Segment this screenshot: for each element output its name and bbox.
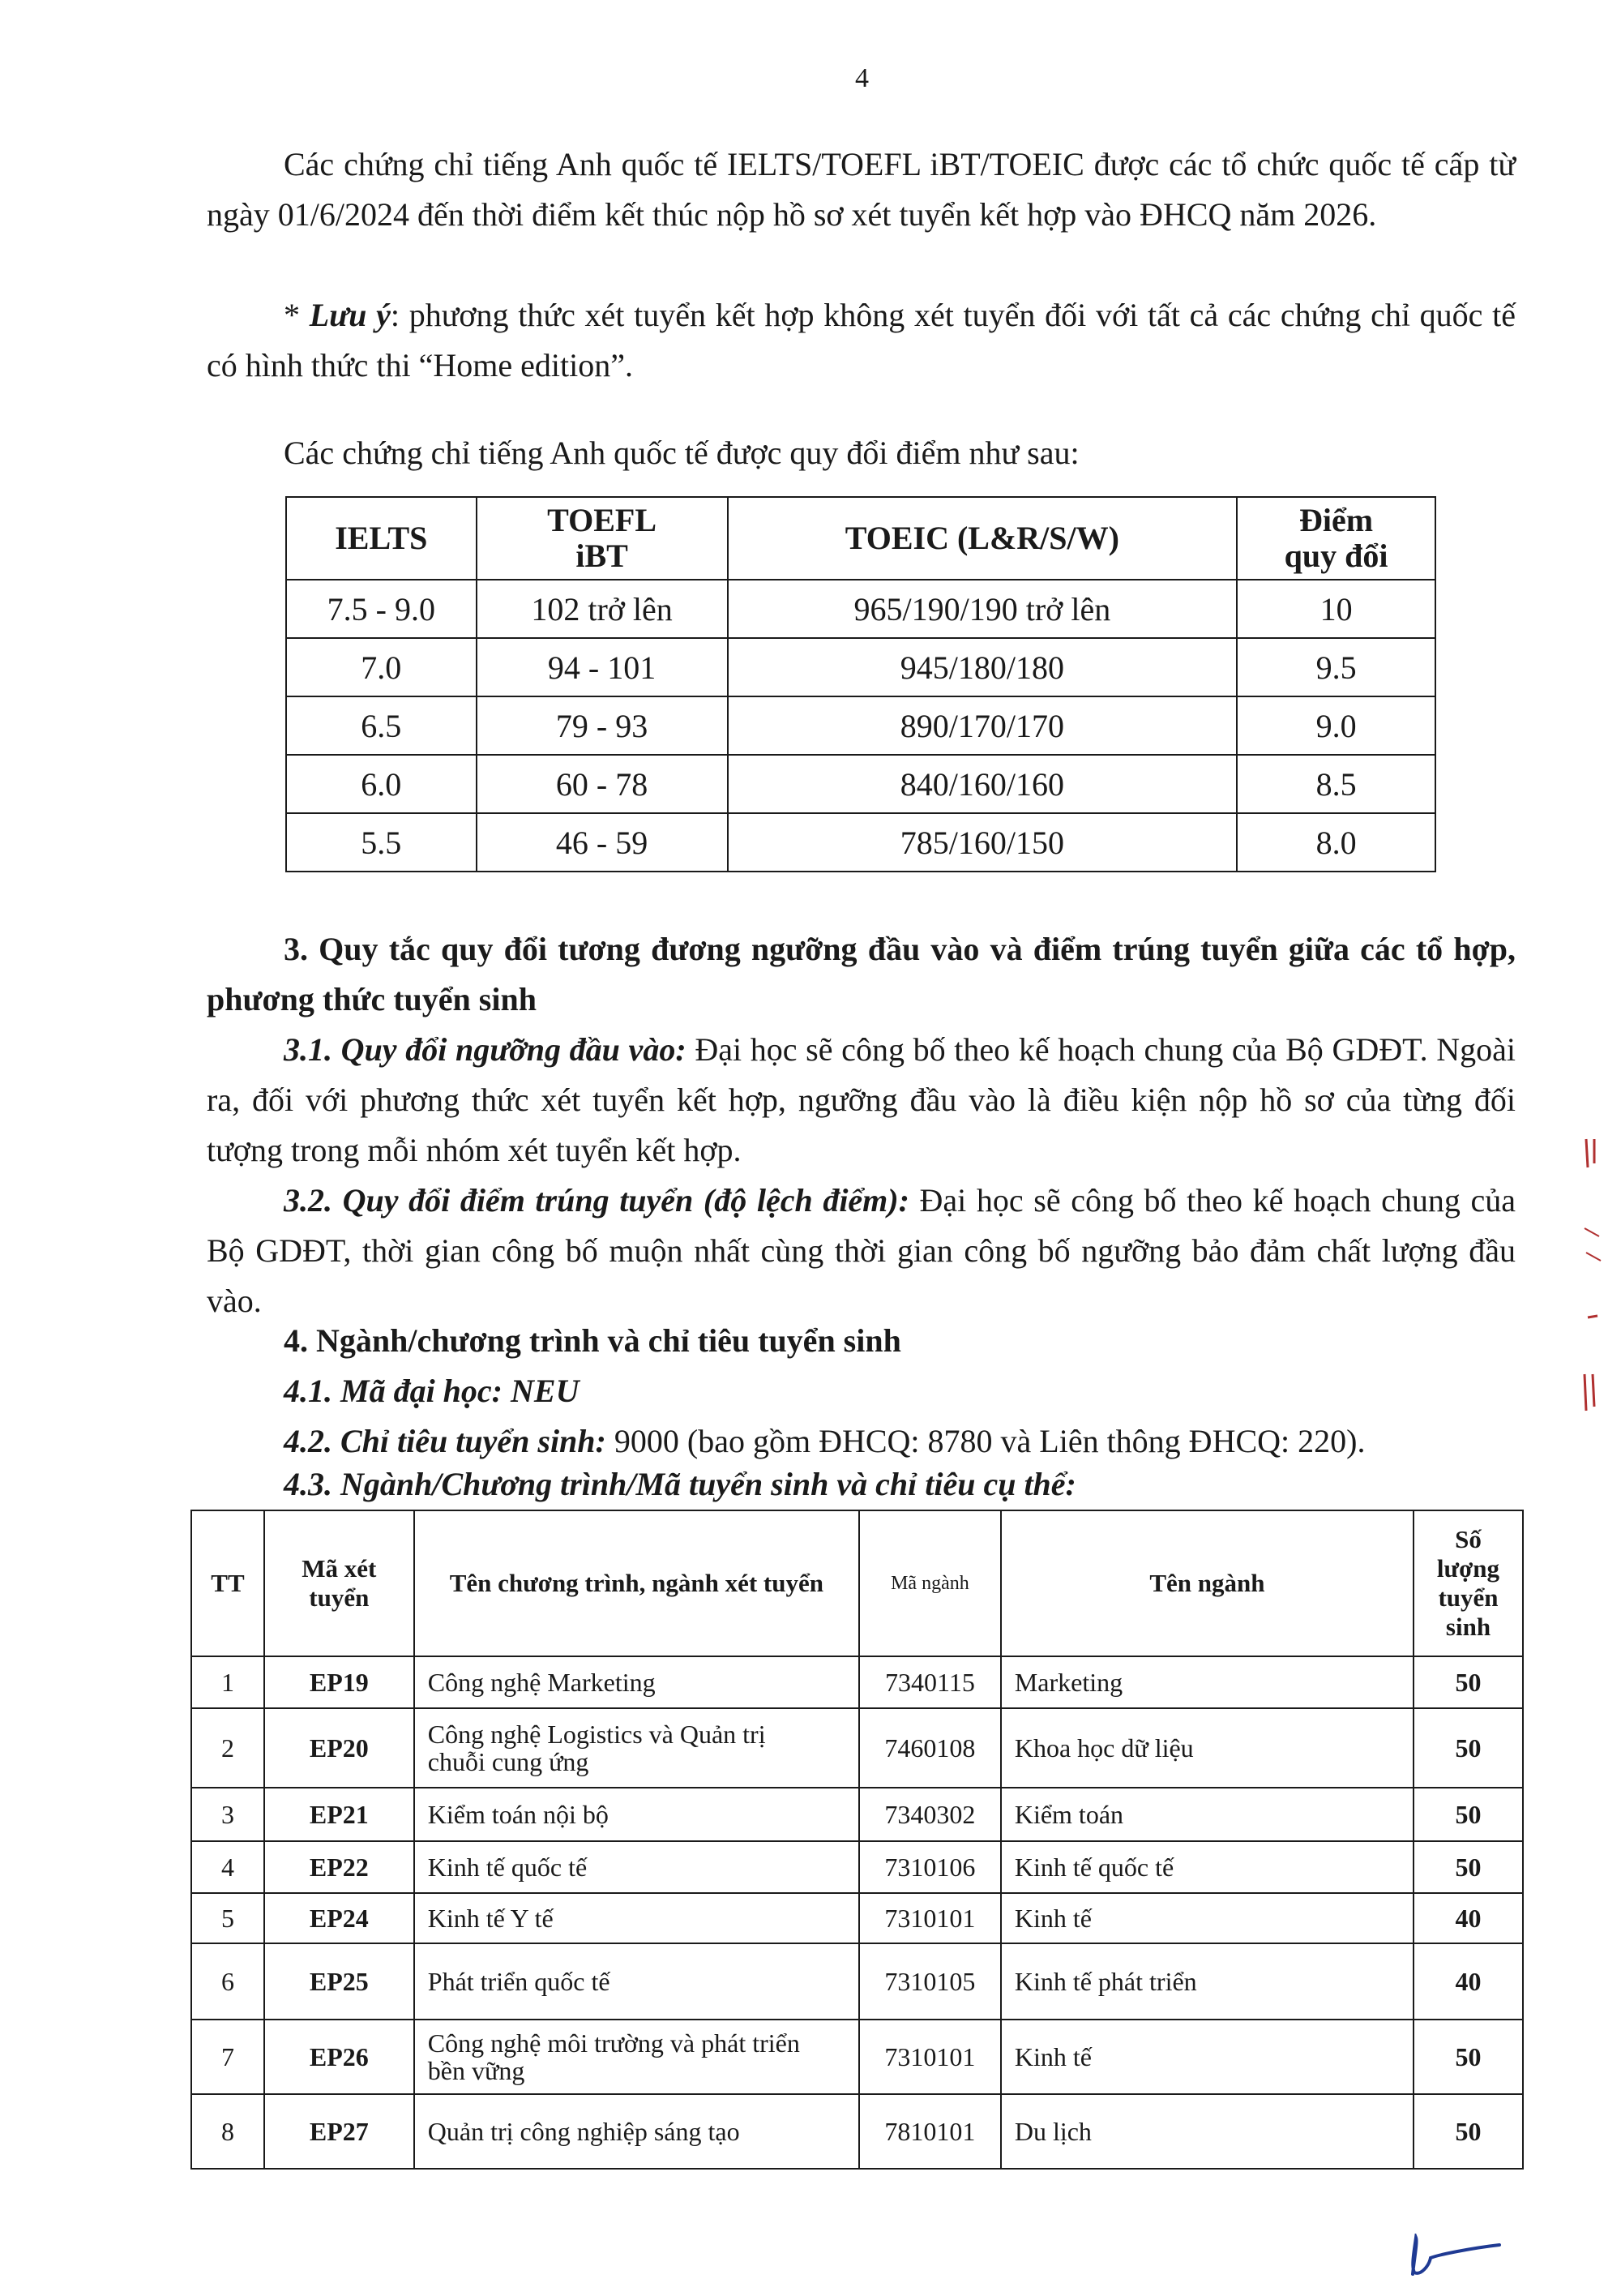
page-number: 4 [855,63,869,93]
tt-cell: 3 [191,1788,264,1841]
admission-code-cell: EP24 [264,1893,414,1943]
tt-cell: 4 [191,1841,264,1893]
table-row [286,755,1435,813]
quota-cell: 50 [1414,1656,1523,1708]
table-header-row [286,497,1435,580]
section-3-1 [207,1025,1516,1176]
section-4-2-text: 9000 (bao gồm ĐHCQ: 8780 và Liên thông ĐHCQ: 220). [605,1423,1366,1459]
table-row [286,580,1435,638]
section-3-heading: 3. Quy tắc quy đổi tương đương ngưỡng đầu vào và điểm trúng tuyển giữa các tổ hợp, phương thức tuyển sinh [207,931,1516,1017]
tt-cell: 5 [191,1893,264,1943]
table-row [191,1708,1523,1788]
admission-code-cell: EP25 [264,1943,414,2020]
quota-cell: 50 [1414,2020,1523,2094]
toeic-cell: 785/160/150 [728,813,1238,872]
major-name-cell: Kinh tế [1001,1893,1414,1943]
major-code-cell: 7310101 [859,1893,1001,1943]
section-3-1-label: 3.1. Quy đổi ngưỡng đầu vào: [284,1031,686,1068]
major-name-cell: Kinh tế phát triển [1001,1943,1414,2020]
header-program-name: Tên chương trình, ngành xét tuyển [414,1510,859,1656]
score-cell: 8.0 [1237,813,1435,872]
table-row [191,1893,1523,1943]
ielts-cell: 7.5 - 9.0 [286,580,477,638]
toefl-cell: 102 trở lên [477,580,728,638]
admission-code-cell: EP20 [264,1708,414,1788]
tt-cell: 1 [191,1656,264,1708]
section-3-2-label: 3.2. Quy đổi điểm trúng tuyển (độ lệch điểm): [284,1182,909,1219]
toeic-cell: 840/160/160 [728,755,1238,813]
header-quota: Số lượng tuyển sinh [1414,1510,1523,1656]
major-code-cell: 7340302 [859,1788,1001,1841]
quota-cell: 50 [1414,1708,1523,1788]
note-prefix: * [284,297,310,333]
major-code-cell: 7810101 [859,2094,1001,2169]
admission-code-cell: EP22 [264,1841,414,1893]
score-cell: 9.0 [1237,696,1435,755]
note-label: Lưu ý [309,297,391,333]
program-name-cell: Công nghệ Logistics và Quản trị chuỗi cung ứng [414,1708,859,1788]
header-major-name: Tên ngành [1001,1510,1414,1656]
quota-cell: 50 [1414,1788,1523,1841]
table-row [191,2094,1523,2169]
admission-code-cell: EP26 [264,2020,414,2094]
table-row [191,1788,1523,1841]
program-name-cell: Công nghệ Marketing [414,1656,859,1708]
score-cell: 8.5 [1237,755,1435,813]
quota-cell: 40 [1414,1943,1523,2020]
quota-cell: 50 [1414,2094,1523,2169]
toeic-cell: 945/180/180 [728,638,1238,696]
note-paragraph [207,290,1516,391]
score-cell: 9.5 [1237,638,1435,696]
admission-code-cell: EP21 [264,1788,414,1841]
quota-cell: 50 [1414,1841,1523,1893]
section-4-2-label: 4.2. Chỉ tiêu tuyển sinh: [284,1423,606,1459]
table-row [286,638,1435,696]
program-name-cell: Kinh tế quốc tế [414,1841,859,1893]
section-3-1-text: Đại học sẽ công bố theo kế hoạch chung của Bộ GDĐT. Ngoài ra, đối với phương thức xét tuyển kết hợp, ngưỡng đầu vào là điều kiện nộp hồ sơ của từng đối tượng trong mỗi nhóm xét tuyển kết hợp. [207,1031,1516,1168]
major-code-cell: 7460108 [859,1708,1001,1788]
program-name-cell: Kinh tế Y tế [414,1893,859,1943]
ielts-cell: 6.0 [286,755,477,813]
header-converted-score: Điểm quy đổi [1237,497,1435,580]
program-name-cell: Công nghệ môi trường và phát triển bền vững [414,2020,859,2094]
toefl-cell: 46 - 59 [477,813,728,872]
admission-code-cell: EP19 [264,1656,414,1708]
table-row [286,813,1435,872]
toeic-cell: 965/190/190 trở lên [728,580,1238,638]
table-header-row [191,1510,1523,1656]
admission-code-cell: EP27 [264,2094,414,2169]
header-major-code: Mã ngành [859,1510,1001,1656]
initials-signature [1406,2234,1503,2282]
section-3-2 [207,1176,1516,1326]
intro-paragraph: Các chứng chỉ tiếng Anh quốc tế IELTS/TOEFL iBT/TOEIC được các tổ chức quốc tế cấp từ ngày 01/6/2024 đến thời điểm kết thúc nộp hồ sơ xét tuyển kết hợp vào ĐHCQ năm 2026. [207,146,1516,233]
section-4-3: 4.3. Ngành/Chương trình/Mã tuyển sinh và chỉ tiêu cụ thể: [284,1466,1076,1502]
table-row [191,1943,1523,2020]
header-admission-code: Mã xét tuyển [264,1510,414,1656]
table-row [191,2020,1523,2094]
toefl-cell: 94 - 101 [477,638,728,696]
tt-cell: 6 [191,1943,264,2020]
margin-annotation-marks [1576,1131,1609,1423]
quota-cell: 40 [1414,1893,1523,1943]
conversion-intro: Các chứng chỉ tiếng Anh quốc tế được quy đổi điểm như sau: [284,435,1080,471]
major-name-cell: Kinh tế [1001,2020,1414,2094]
header-ielts: IELTS [286,497,477,580]
tt-cell: 2 [191,1708,264,1788]
major-name-cell: Du lịch [1001,2094,1414,2169]
section-4-heading: 4. Ngành/chương trình và chỉ tiêu tuyển sinh [284,1322,901,1359]
major-code-cell: 7310105 [859,1943,1001,2020]
toeic-cell: 890/170/170 [728,696,1238,755]
major-code-cell: 7340115 [859,1656,1001,1708]
ielts-conversion-table [285,496,1436,872]
major-name-cell: Khoa học dữ liệu [1001,1708,1414,1788]
toefl-cell: 79 - 93 [477,696,728,755]
header-toefl: TOEFL iBT [477,497,728,580]
score-cell: 10 [1237,580,1435,638]
major-code-cell: 7310106 [859,1841,1001,1893]
ielts-cell: 6.5 [286,696,477,755]
toefl-cell: 60 - 78 [477,755,728,813]
section-4-1: 4.1. Mã đại học: NEU [284,1373,580,1409]
program-name-cell: Quản trị công nghiệp sáng tạo [414,2094,859,2169]
header-tt: TT [191,1510,264,1656]
tt-cell: 8 [191,2094,264,2169]
program-name-cell: Kiểm toán nội bộ [414,1788,859,1841]
note-text: : phương thức xét tuyển kết hợp không xét tuyển đối với tất cả các chứng chỉ quốc tế có hình thức thi “Home edition”. [207,297,1516,383]
major-name-cell: Kiểm toán [1001,1788,1414,1841]
table-row [191,1656,1523,1708]
header-toeic: TOEIC (L&R/S/W) [728,497,1238,580]
major-name-cell: Kinh tế quốc tế [1001,1841,1414,1893]
program-name-cell: Phát triển quốc tế [414,1943,859,2020]
ielts-cell: 5.5 [286,813,477,872]
major-name-cell: Marketing [1001,1656,1414,1708]
tt-cell: 7 [191,2020,264,2094]
major-code-cell: 7310101 [859,2020,1001,2094]
section-3-2-text: Đại học sẽ công bố theo kế hoạch chung của Bộ GDĐT, thời gian công bố muộn nhất cùng thời gian công bố ngưỡng bảo đảm chất lượng đầu vào. [207,1182,1516,1319]
program-table [190,1510,1524,2170]
ielts-cell: 7.0 [286,638,477,696]
table-row [286,696,1435,755]
table-row [191,1841,1523,1893]
